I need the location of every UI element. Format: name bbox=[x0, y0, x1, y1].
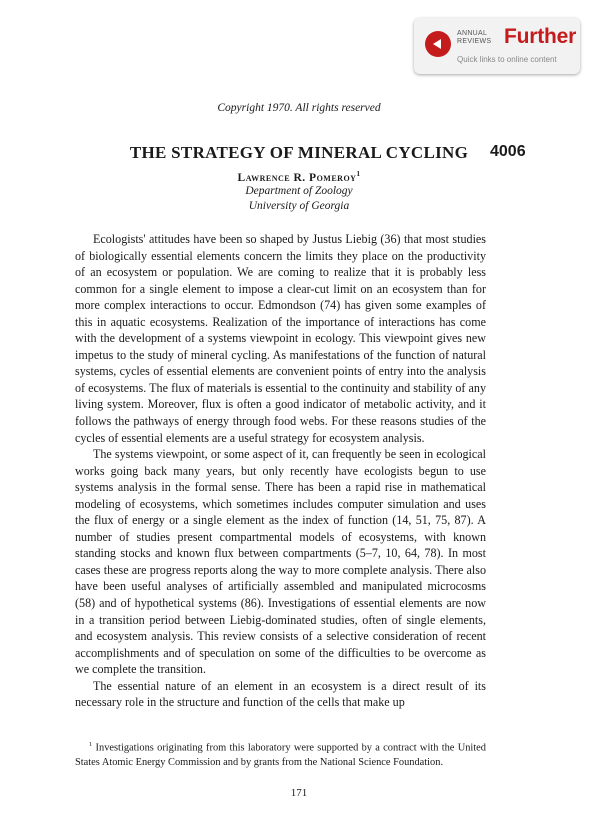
page-number: 171 bbox=[290, 787, 308, 799]
affiliation-university: University of Georgia bbox=[248, 200, 350, 212]
further-tagline: Quick links to online content bbox=[457, 55, 557, 64]
affiliation-department: Department of Zoology bbox=[245, 185, 353, 197]
footnote-text: Investigations originating from this laboratory were supported by a contract with the United States Atomic Energy Commission and by grants from the National Science Foundation. bbox=[75, 742, 486, 769]
footnote-mark: 1 bbox=[89, 741, 93, 748]
body-paragraph-3: The essential nature of an element in an ecosystem is a direct result of its necessary role in the structure and function of the cells that make up bbox=[75, 678, 486, 710]
body-paragraph-1: Ecologists' attitudes have been so shaped by Justus Liebig (36) that most studies of biologically essential elements concern the limits they place on the productivity of an ecosystem or population. We are coming to realize that it is probably less common for a single element to impose a clear-cut limit on an ecosystem than for more complex interactions to occur. Edmondson (74) has given some examples of this in aquatic ecosystems. Realization of the importance of interactions has come with the development of a systems viewpoint in ecology. This viewpoint gives new impetus to the study of mineral cycling. As manifestations of the function of natural systems, cycles of essential elements are convenient points of entry into the analysis of ecosystems. The flux of materials is essential to the continuity and stability of any living system. Moreover, flux is often a good indicator of metabolic activity, and it follows the pathways of energy through food webs. For these reasons studies of the cycles of essential elements are a useful strategy for ecosystem analysis. bbox=[75, 232, 486, 445]
further-badge[interactable] bbox=[414, 18, 580, 74]
footnote bbox=[75, 738, 486, 771]
author-name: Lawrence R. Pomeroy$^1$ bbox=[237, 170, 361, 184]
copyright-line: Copyright 1970. All rights reserved bbox=[217, 102, 381, 114]
annual-reviews-wordmark: ANNUAL REVIEWS bbox=[457, 30, 492, 45]
play-arrow-icon bbox=[425, 31, 451, 57]
body-paragraph-2: The systems viewpoint, or some aspect of it, can frequently be seen in ecological works going back many years, but only recently have ecologists begun to use systems analysis in the formal sense. There has been a rapid rise in mathematical modeling of ecosystems, which sometimes includes computer simulation and uses the flux of energy or a single element as the index of function (14, 51, 75, 87). A number of studies present compartmental models of ecosystems, with known standing stocks and known flux between compartments (5–7, 10, 64, 78). In most cases these are progress reports along the way to more complete analysis. There also have been useful analyses of artificially assembled and manipulated microcosms (58) and of hypothetical systems (86). Investigations of essential elements are now in a transition period between Liebig-dominated studies, often of single elements, and ecosystem analysis. This review consists of a selective consideration of recent accomplishments and of speculation on some of the difficulties to be overcome as we complete the transition. bbox=[75, 447, 486, 677]
article-number: 4006 bbox=[490, 143, 526, 160]
further-brand: Further bbox=[504, 25, 577, 48]
author-footnote-mark: 1 bbox=[356, 170, 361, 178]
article-body bbox=[75, 231, 486, 711]
article-title: THE STRATEGY OF MINERAL CYCLING bbox=[129, 143, 469, 162]
